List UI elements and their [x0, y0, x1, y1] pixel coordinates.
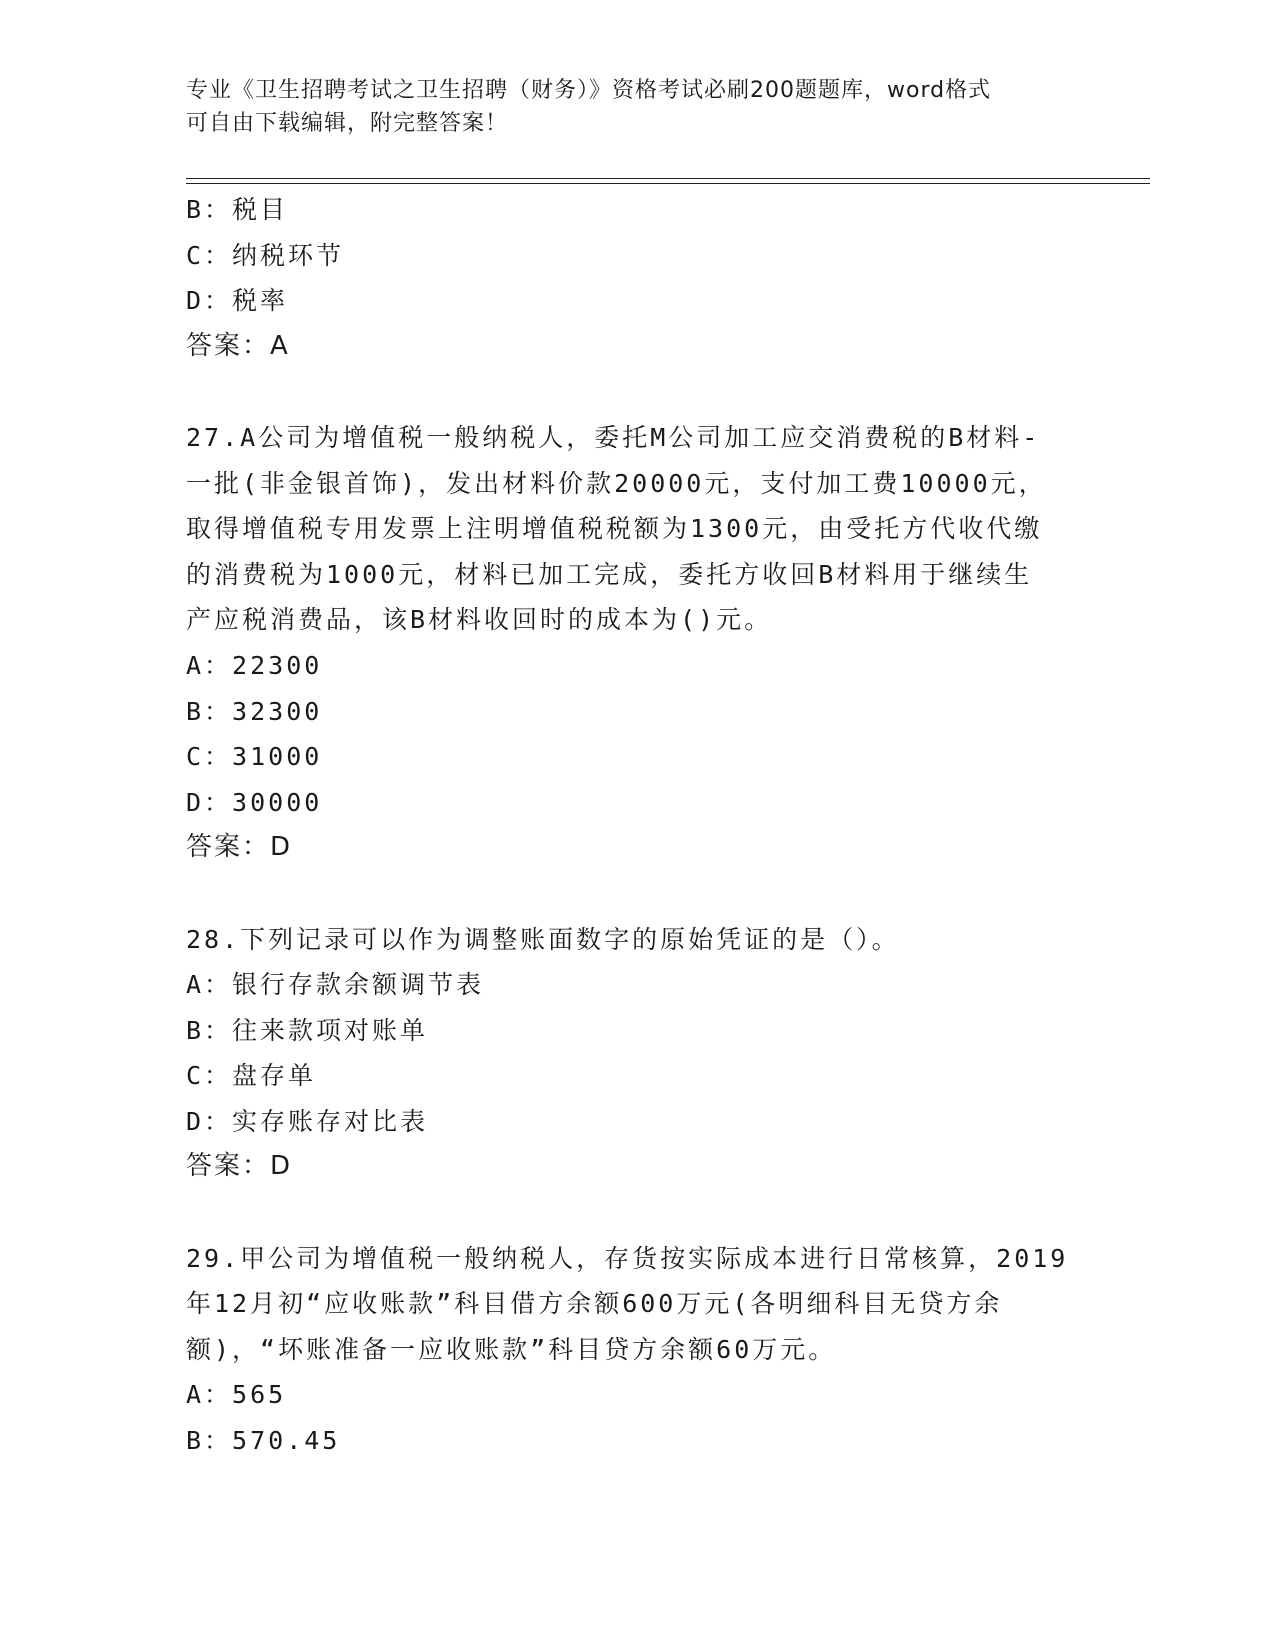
option-a: A：银行存款余额调节表	[186, 970, 485, 1000]
document-body	[186, 187, 1086, 1464]
question-text-line: 28.下列记录可以作为调整账面数字的原始凭证的是（）。	[186, 924, 900, 954]
question-text-line: 取得增值税专用发票上注明增值税税额为1300元，由受托方代收代缴	[186, 514, 1043, 544]
option-b: B：税目	[186, 195, 289, 224]
question-29	[186, 1236, 1086, 1464]
answer: 答案：D	[186, 1151, 293, 1182]
header-divider-top	[186, 178, 1150, 179]
header-line-1: 专业《卫生招聘考试之卫生招聘（财务）》资格考试必刷200题题库，word格式	[186, 78, 992, 103]
header-divider-bottom	[186, 183, 1150, 184]
question-27	[186, 415, 1086, 871]
question-text-line: 年12月初“应收账款”科目借方余额600万元(各明细科目无贷方余	[186, 1289, 1003, 1319]
option-d: D：税率	[186, 286, 289, 316]
question-text-line: 一批(非金银首饰)，发出材料价款20000元，支付加工费10000元，	[186, 468, 1047, 498]
option-b: B：570.45	[186, 1426, 341, 1456]
question-26	[186, 187, 1086, 369]
option-b: B：32300	[186, 696, 323, 726]
question-text-line: 的消费税为1000元，材料已加工完成，委托方收回B材料用于继续生	[186, 559, 1033, 589]
option-c: C：盘存单	[186, 1061, 317, 1091]
option-a: A：565	[186, 1380, 287, 1410]
question-28	[186, 917, 1086, 1191]
option-a: A：22300	[186, 650, 323, 680]
option-d: D：30000	[186, 787, 323, 817]
header-line-2: 可自由下载编辑，附完整答案！	[186, 111, 509, 136]
option-c: C：纳税环节	[186, 240, 345, 270]
answer: 答案：A	[186, 330, 290, 361]
question-text-line: 额)，“坏账准备一应收账款”科目贷方余额60万元。	[186, 1334, 837, 1364]
option-b: B：往来款项对账单	[186, 1015, 429, 1045]
question-text-line: 27.A公司为增值税一般纳税人，委托M公司加工应交消费税的B材料-	[186, 422, 1041, 452]
option-d: D：实存账存对比表	[186, 1106, 429, 1136]
question-text-line: 29.甲公司为增值税一般纳税人，存货按实际成本进行日常核算，2019	[186, 1243, 1069, 1273]
answer: 答案：D	[186, 832, 293, 863]
question-text-line: 产应税消费品，该B材料收回时的成本为()元。	[186, 605, 773, 635]
document-header	[186, 74, 1086, 140]
option-c: C：31000	[186, 742, 323, 772]
